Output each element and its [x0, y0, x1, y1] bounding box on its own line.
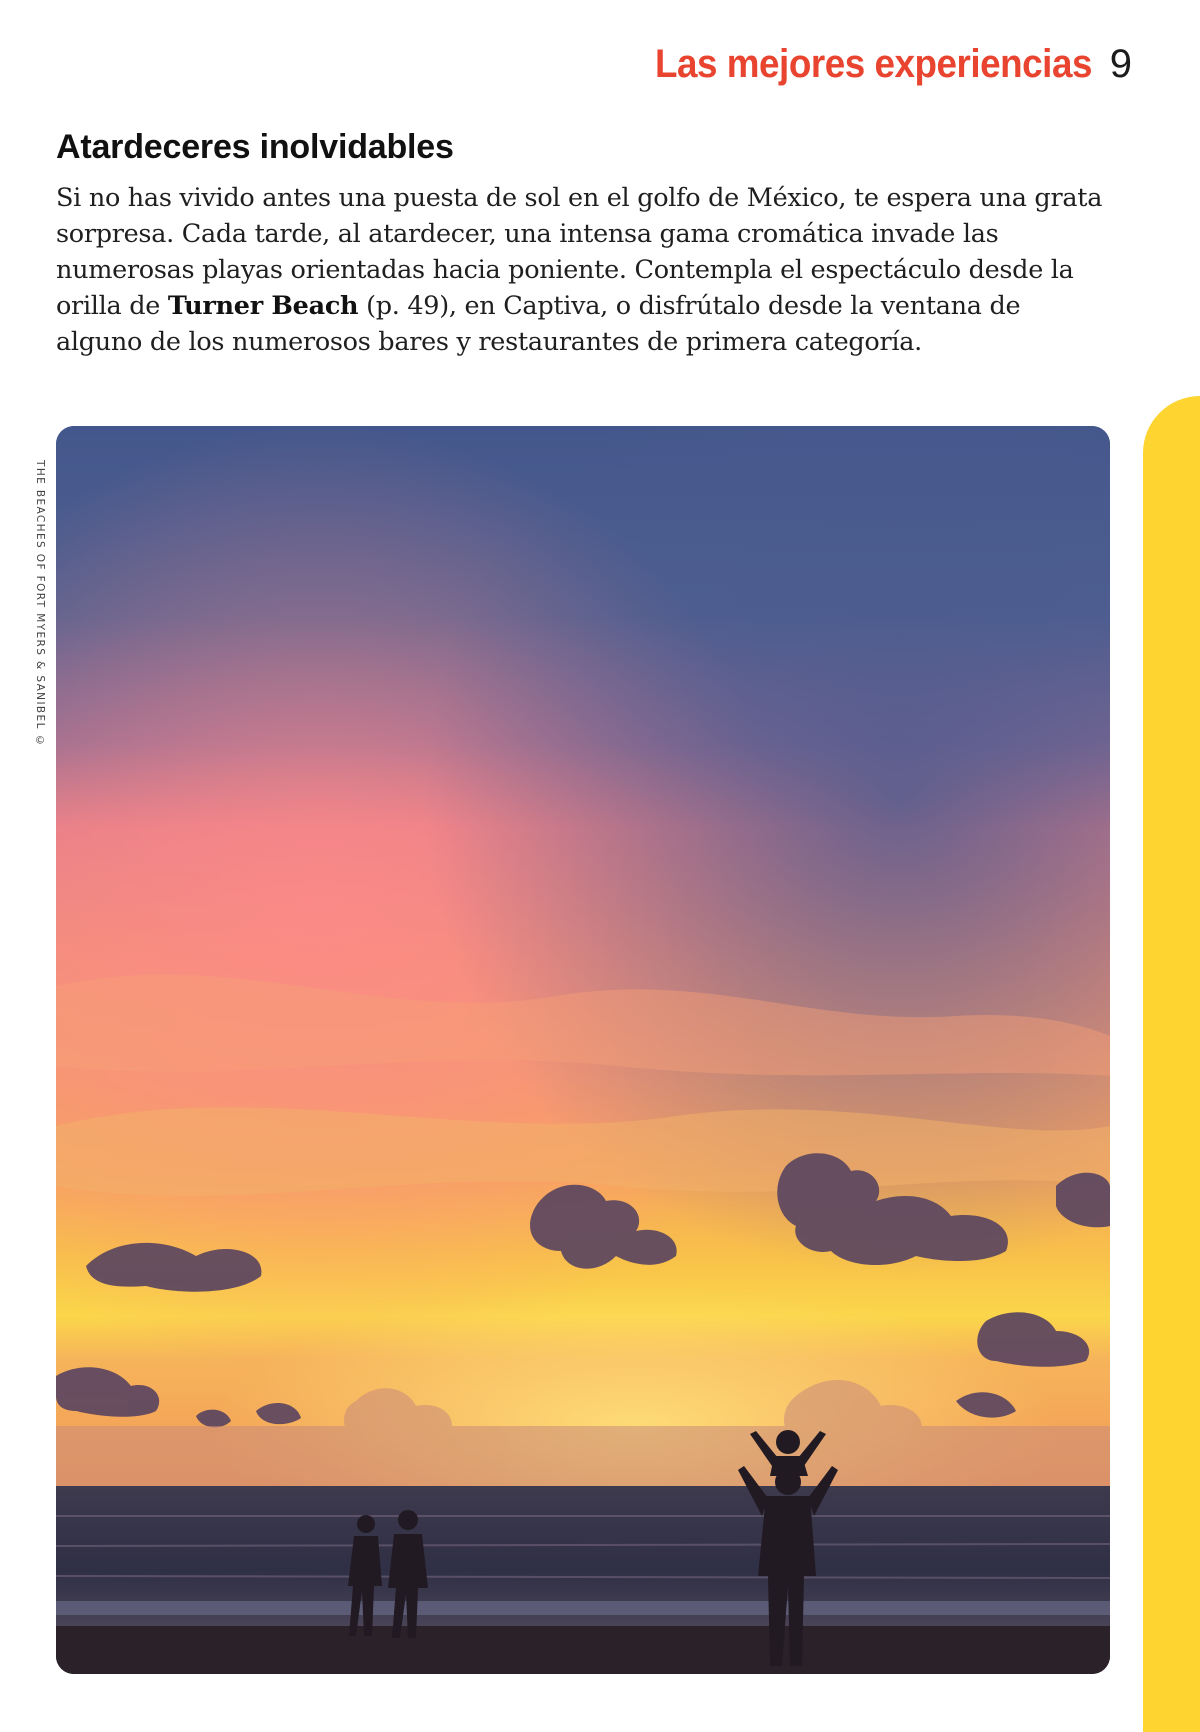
section-title: Las mejores experiencias [654, 42, 1092, 86]
chapter-tab [1143, 396, 1200, 1732]
place-name-bold: Turner Beach [167, 291, 359, 321]
sunset-illustration [56, 426, 1110, 1674]
paragraph-text-end: (p. 49), en Captiva, o disfrútalo desde la ventana de alguno de los numerosos bares y restaurantes de primera categoría. [56, 291, 1021, 357]
paragraph-text-start: Si no has vivido antes una puesta de sol en el golfo de México, te espera una grata sorpresa. Cada tarde, al atardecer, una intensa gama cromática invade las numerosas playas orientadas hacia poniente. Contempla el espectáculo desde la orilla de [56, 183, 1103, 321]
article-heading: Atardeceres inolvidables [56, 128, 454, 166]
sunset-beach-photo [56, 426, 1110, 1674]
page-number: 9 [1109, 42, 1132, 86]
running-head [617, 42, 1132, 87]
photo-credit: THE BEACHES OF FORT MYERS & SANIBEL © [34, 460, 46, 748]
article-paragraph [56, 180, 1106, 360]
